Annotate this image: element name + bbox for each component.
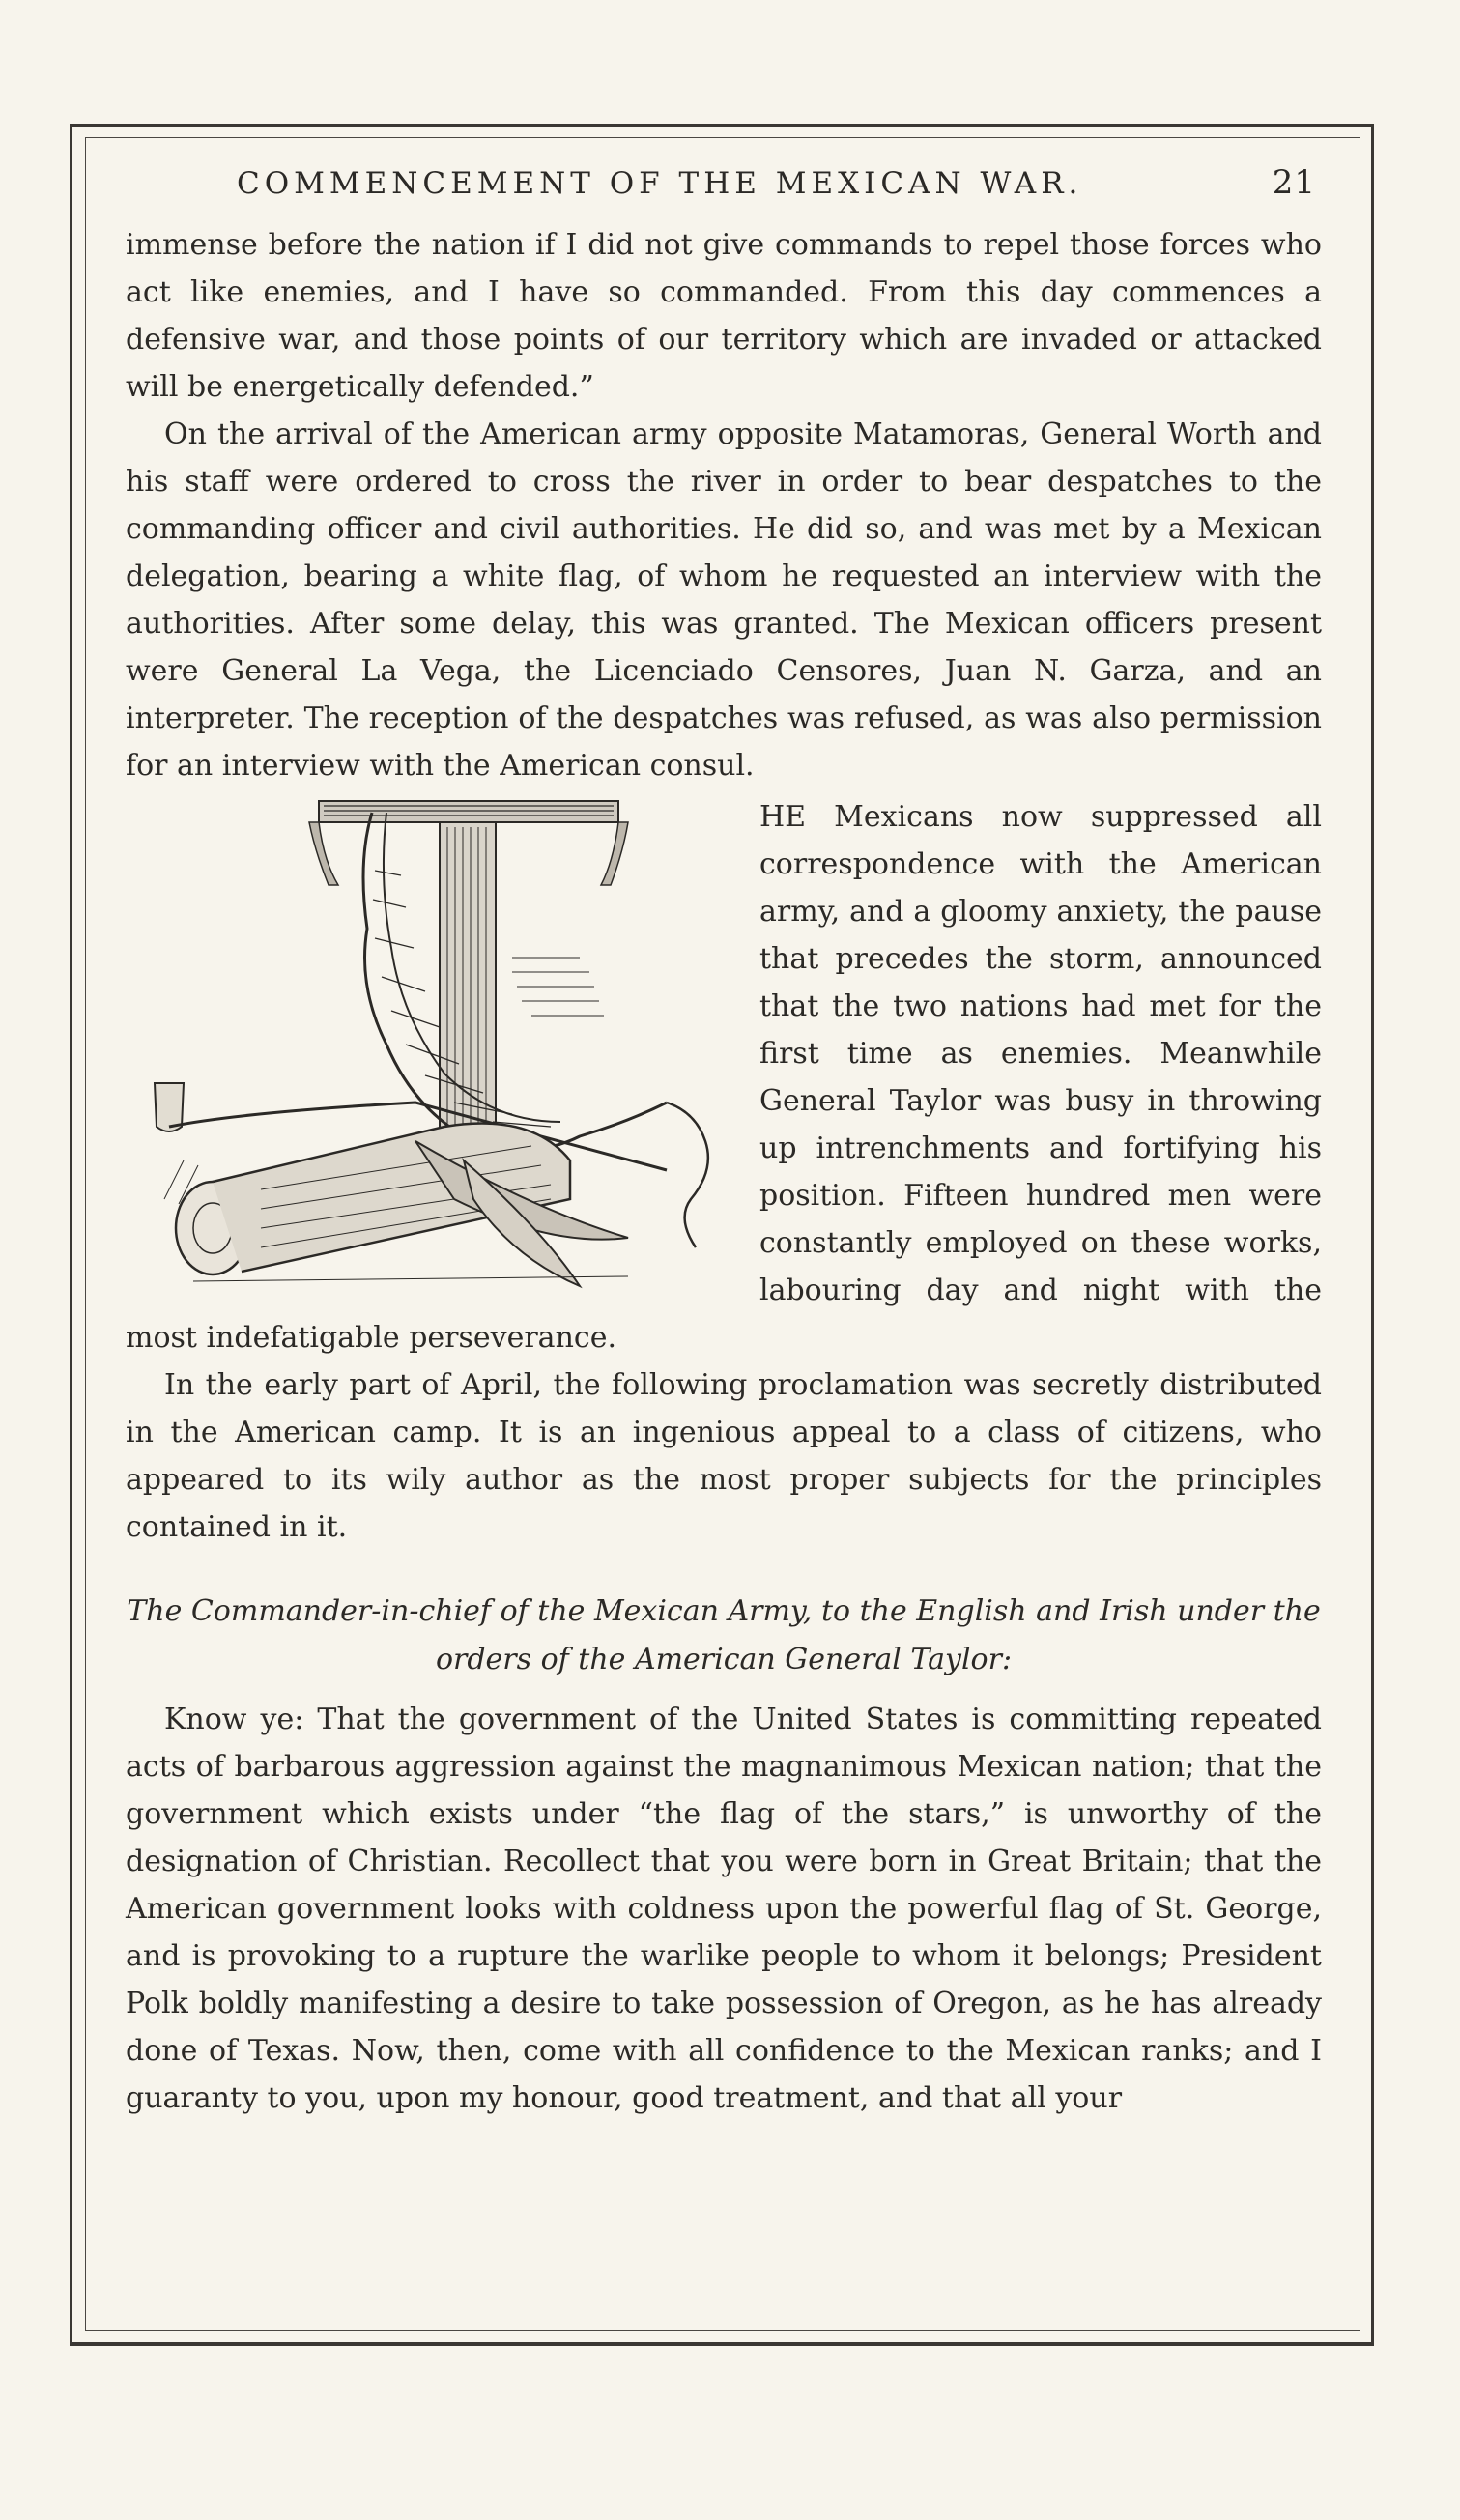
paragraph-arrival: On the arrival of the American army opposite Matamoras, General Worth and his staff were ordered to cross the river in order to bear despatches to the commanding officer and civil authorities. He did so, and was met by a Mexican delegation, bearing a white flag, of whom he requested an interview with the authorities. After some delay, this was granted. The Mexican officers present were General La Vega, the Licenciado Censores, Juan N. Garza, and an interpreter. The reception of the despatches was refused, as was also permission for an interview with the American consul. — [126, 417, 1322, 783]
paragraph-proclamation: Know ye: That the government of the United States is committing repeated acts of barbarous aggression against the magnanimous Mexican nation; that the government which exists under “the flag of the stars,” is unworthy of the designation of Christian. Recollect that you were born in Great Britain; that the American government looks with coldness upon the powerful flag of St. George, and is provoking to a rupture the warlike people to whom it belongs; President Polk boldly manifesting a desire to take possession of Oregon, as he has already done of Texas. Now, then, come with all confidence to the Mexican ranks; and I guaranty to you, upon my honour, good treatment, and that all your — [126, 1703, 1322, 2115]
page-number: 21 — [1272, 163, 1316, 202]
running-head — [126, 159, 1322, 208]
dropcap-section — [126, 793, 1322, 1361]
paragraph-april: In the early part of April, the following proclamation was secretly distributed in the American camp. It is an ingenious appeal to a class of citizens, who appeared to its wily author as the most proper subjects for the principles contained in it. — [126, 1368, 1322, 1544]
paragraph-continued: immense before the nation if I did not give commands to repel those forces who act like enemies, and I have so commanded. From this day commences a defensive war, and those points of our territory which are invaded or attacked will be energetically defended.” — [126, 228, 1322, 404]
paragraph-dropcap: HE Mexicans now suppressed all correspondence with the American army, and a gloomy anxiety, the pause that precedes the storm, announced that the two nations had met for the first time as enemies. Meanwhile General Taylor was busy in throwing up intrenchments and fortifying his position. Fifteen hundred men were constantly employed on these works, labouring day and night with the most indefatigable perseverance. — [126, 800, 1322, 1355]
page-content — [126, 159, 1322, 2122]
running-head-title: COMMENCEMENT OF THE MEXICAN WAR. — [237, 166, 1083, 201]
illustrated-dropcap-t — [126, 793, 744, 1301]
proclamation-title: The Commander-in-chief of the Mexican Army, to the English and Irish under the orders of the American General Taylor: — [127, 1594, 1321, 1676]
